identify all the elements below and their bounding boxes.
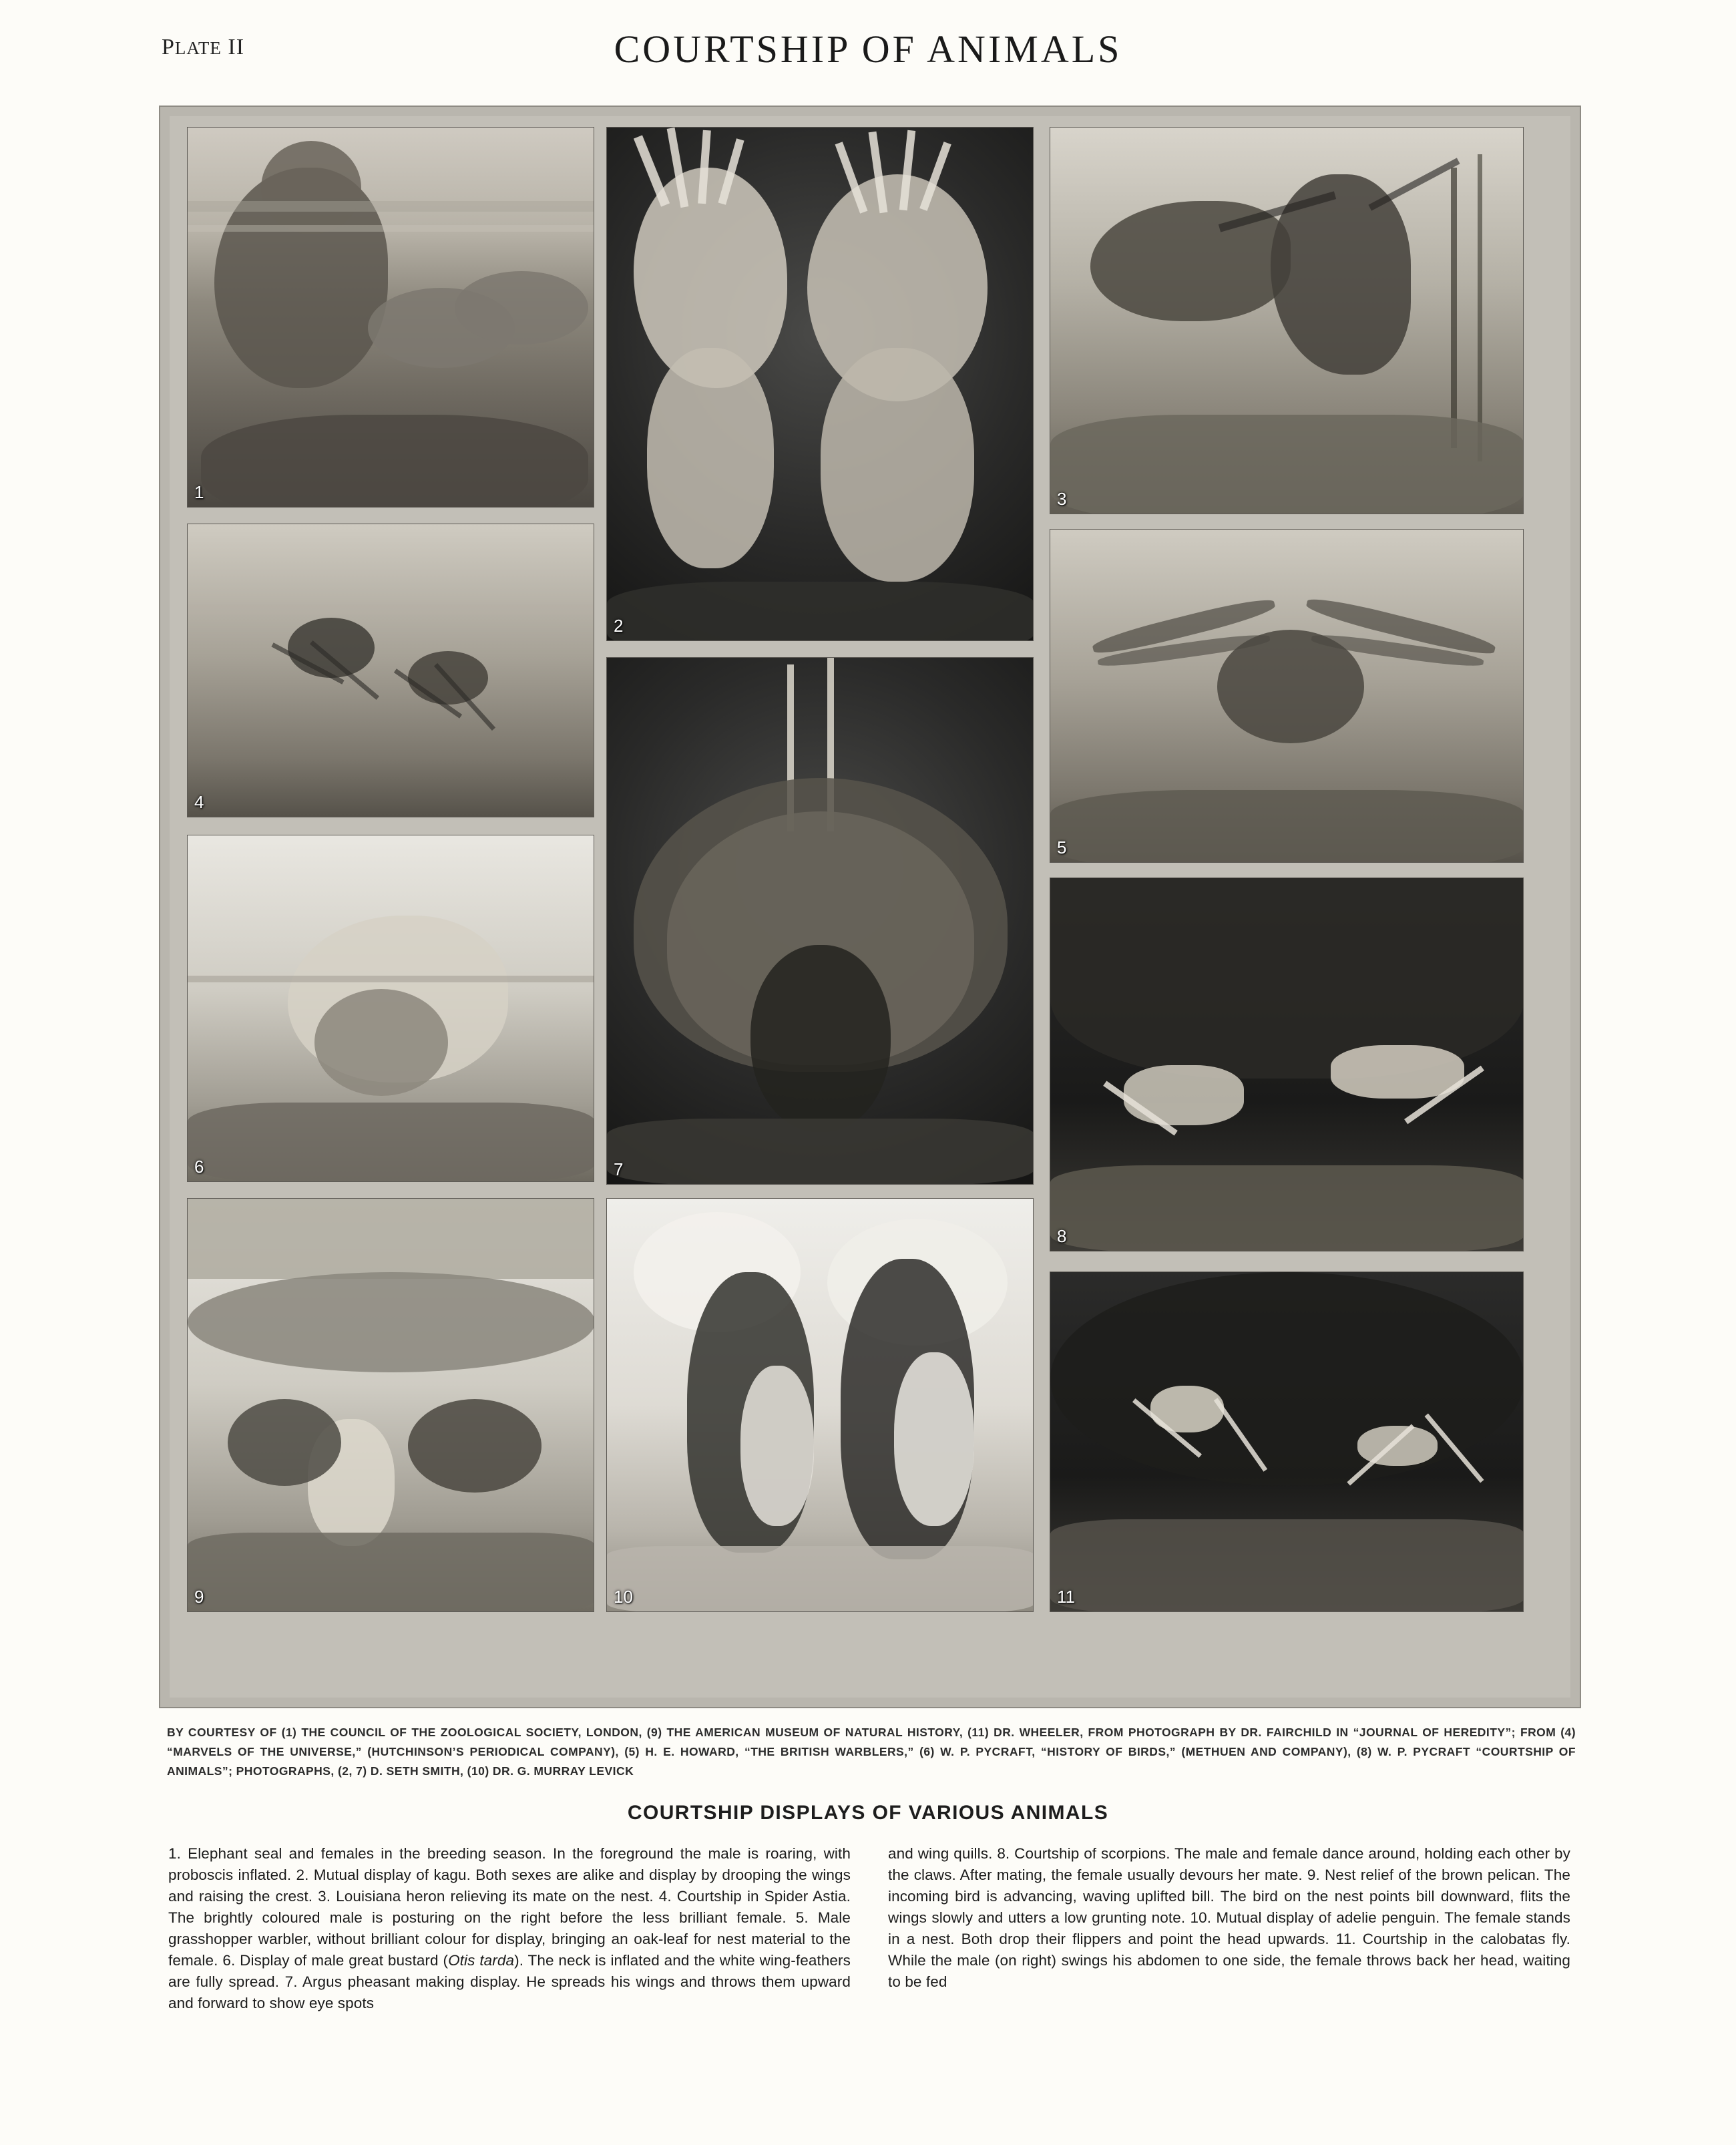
plate-word-rest: LATE bbox=[174, 38, 222, 58]
plate-frame bbox=[159, 106, 1581, 1708]
figure-9-image bbox=[188, 1199, 594, 1611]
figure-2-image bbox=[607, 128, 1033, 640]
caption-title: COURTSHIP DISPLAYS OF VARIOUS ANIMALS bbox=[627, 1802, 1109, 1824]
figure-7-number: 7 bbox=[614, 1159, 624, 1179]
plate-word-prefix: P bbox=[162, 35, 175, 59]
figure-6-image bbox=[188, 835, 594, 1181]
figure-4-image bbox=[188, 524, 594, 817]
figure-11-image bbox=[1050, 1272, 1523, 1611]
figure-6[interactable] bbox=[187, 835, 594, 1182]
figure-5[interactable] bbox=[1050, 529, 1524, 863]
figure-1[interactable] bbox=[187, 127, 594, 508]
figure-9-number: 9 bbox=[194, 1587, 204, 1607]
figure-3[interactable] bbox=[1050, 127, 1524, 514]
caption-columns bbox=[168, 1843, 1570, 2014]
figure-9[interactable] bbox=[187, 1198, 594, 1612]
plate-number: II bbox=[228, 35, 245, 59]
figure-2-number: 2 bbox=[614, 616, 624, 636]
caption-left-part2: ). The neck is inflated and the white wing-feathers are fully spread. 7. Argus pheasant making display. He spreads his wings and throws them upward and forward to show eye spots bbox=[168, 1951, 851, 2011]
figure-2[interactable] bbox=[606, 127, 1034, 641]
figure-3-number: 3 bbox=[1057, 489, 1067, 509]
figure-10-image bbox=[607, 1199, 1033, 1611]
figure-6-number: 6 bbox=[194, 1157, 204, 1177]
figure-4[interactable] bbox=[187, 524, 594, 817]
caption-left-italic: Otis tarda bbox=[448, 1951, 515, 1969]
page-title: COURTSHIP OF ANIMALS bbox=[614, 27, 1122, 71]
figure-8[interactable] bbox=[1050, 878, 1524, 1251]
caption-left-column bbox=[168, 1843, 851, 2014]
figure-8-number: 8 bbox=[1057, 1226, 1067, 1246]
figure-3-image bbox=[1050, 128, 1523, 514]
credits-text: BY COURTESY OF (1) THE COUNCIL OF THE ZOOLOGICAL SOCIETY, LONDON, (9) THE AMERICAN MUSEUM OF NATURAL HISTORY, (11) DR. WHEELER, FROM PHOTOGRAPH BY DR. FAIRCHILD IN “JOURNAL OF HEREDITY”; FROM (4) “MARVELS OF THE UNIVERSE,” (HUTCHINSON’S PERIODICAL COMPANY), (5) H. E. HOWARD, “THE BRITISH WARBLERS,” (6) W. P. PYCRAFT, “HISTORY OF BIRDS,” (METHUEN AND COMPANY), (8) W. P. PYCRAFT “COURTSHIP OF ANIMALS”; PHOTOGRAPHS, (2, 7) D. SETH SMITH, (10) DR. G. MURRAY LEVICK bbox=[167, 1726, 1576, 1778]
figure-5-number: 5 bbox=[1057, 837, 1067, 857]
figure-10-number: 10 bbox=[614, 1587, 633, 1607]
figure-5-image bbox=[1050, 530, 1523, 862]
figure-8-image bbox=[1050, 878, 1523, 1251]
figure-11[interactable] bbox=[1050, 1272, 1524, 1612]
caption-right-column: and wing quills. 8. Courtship of scorpions. The male and female dance around, holding each other by the claws. After mating, the female usually devours her mate. 9. Nest relief of the brown pelican. The incoming bird is advancing, waving uplifted bill. The bird on the nest points bill downward, flits the wings slowly and utters a low grunting note. 10. Mutual display of adelie penguin. The female stands in a nest. Both drop their flippers and point the head upwards. 11. Courtship in the calobatas fly. While the male (on right) swings his abdomen to one side, the female throws back her head, waiting to be fed bbox=[888, 1845, 1570, 1990]
figure-7-image bbox=[607, 658, 1033, 1184]
figure-7[interactable] bbox=[606, 657, 1034, 1185]
figure-1-image bbox=[188, 128, 594, 507]
figure-11-number: 11 bbox=[1057, 1587, 1075, 1607]
figure-4-number: 4 bbox=[194, 792, 204, 812]
figure-10[interactable] bbox=[606, 1198, 1034, 1612]
plate-inner bbox=[170, 116, 1570, 1698]
figure-1-number: 1 bbox=[194, 482, 204, 502]
caption-left-part1: 1. Elephant seal and females in the breeding season. In the foreground the male is roaring, with proboscis inflated. 2. Mutual display of kagu. Both sexes are alike and display by drooping the wings and raising the crest. 3. Louisiana heron relieving its mate on the nest. 4. Courtship in Spider Astia. The brightly coloured male is posturing on the right before the less brilliant female. 5. Male grasshopper warbler, without brilliant colour for display, bringing an oak-leaf for nest material to the female. 6. Display of male great bustard ( bbox=[168, 1845, 851, 1969]
